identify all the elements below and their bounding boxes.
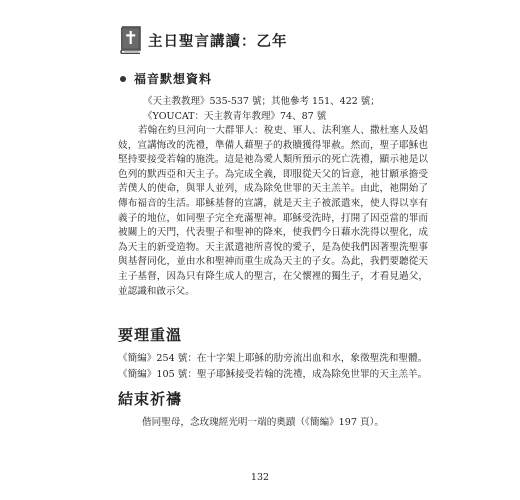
header-title: 主日聖言講讀：乙年 [148, 33, 288, 50]
compendium-line: 《簡編》105 號：聖子耶穌接受若翰的洗禮，成為除免世罪的天主羔羊。 [118, 369, 428, 380]
bible-book-icon [118, 26, 142, 54]
catechism-reference: 《天主教教理》535-537 號；其他參考 151、422 號； [143, 96, 380, 107]
section-heading-gospel-meditation [120, 70, 212, 87]
running-header [118, 26, 288, 54]
youcat-reference: 《YOUCAT：天主教青年教理》74、87 號 [143, 111, 327, 122]
section-title: 福音默想資料 [134, 72, 213, 86]
meditation-paragraph: 若翰在約旦河向一大群罪人：稅吏、軍人、法利塞人、撒杜塞人及娼妓，宣講悔改的洗禮，準備人藉聖子的救贖獲得罪赦。然而，聖子耶穌也堅持要接受若翰的施洗。這是祂為愛人類所預示的死亡洗禮，顯示祂是以色列的默西亞和天主子。為完成全義，即服從天父的旨意，祂甘願承擔受苦僕人的使命，與罪人並列，成為除免世罪的天主羔羊。由此，祂開始了傳布福音的生活。耶穌基督的宣講，就是天主子被派遣來，使人得以享有義子的地位，如同聖子完全充滿聖神。耶穌受洗時，打開了因亞當的罪而被關上的天門，代表聖子和聖神的降來，使我們今日藉水洗得以聖化，成為天主的新受造物。天主派遣祂所喜悅的愛子，是為使我們因著聖洗聖事與基督同化，並由水和聖神而重生成為天主的子女。為此，我們要聽從天主子基督，因為只有降生成人的聖言，在父懷裡的獨生子，才看見過父，並認識和啟示父。 [118, 125, 428, 297]
bullet-icon [120, 76, 126, 82]
compendium-line: 《簡編》254 號：在十字架上耶穌的肋旁流出血和水，象徵聖洗和聖體。 [118, 353, 428, 364]
page-number: 132 [250, 472, 270, 483]
section-heading-catechism-review: 要理重溫 [118, 326, 183, 344]
closing-prayer-line: 偕同聖母，念玫瑰經光明一端的奧蹟（《簡編》197 頁）。 [142, 417, 385, 428]
section-heading-closing-prayer: 結束祈禱 [118, 390, 183, 408]
